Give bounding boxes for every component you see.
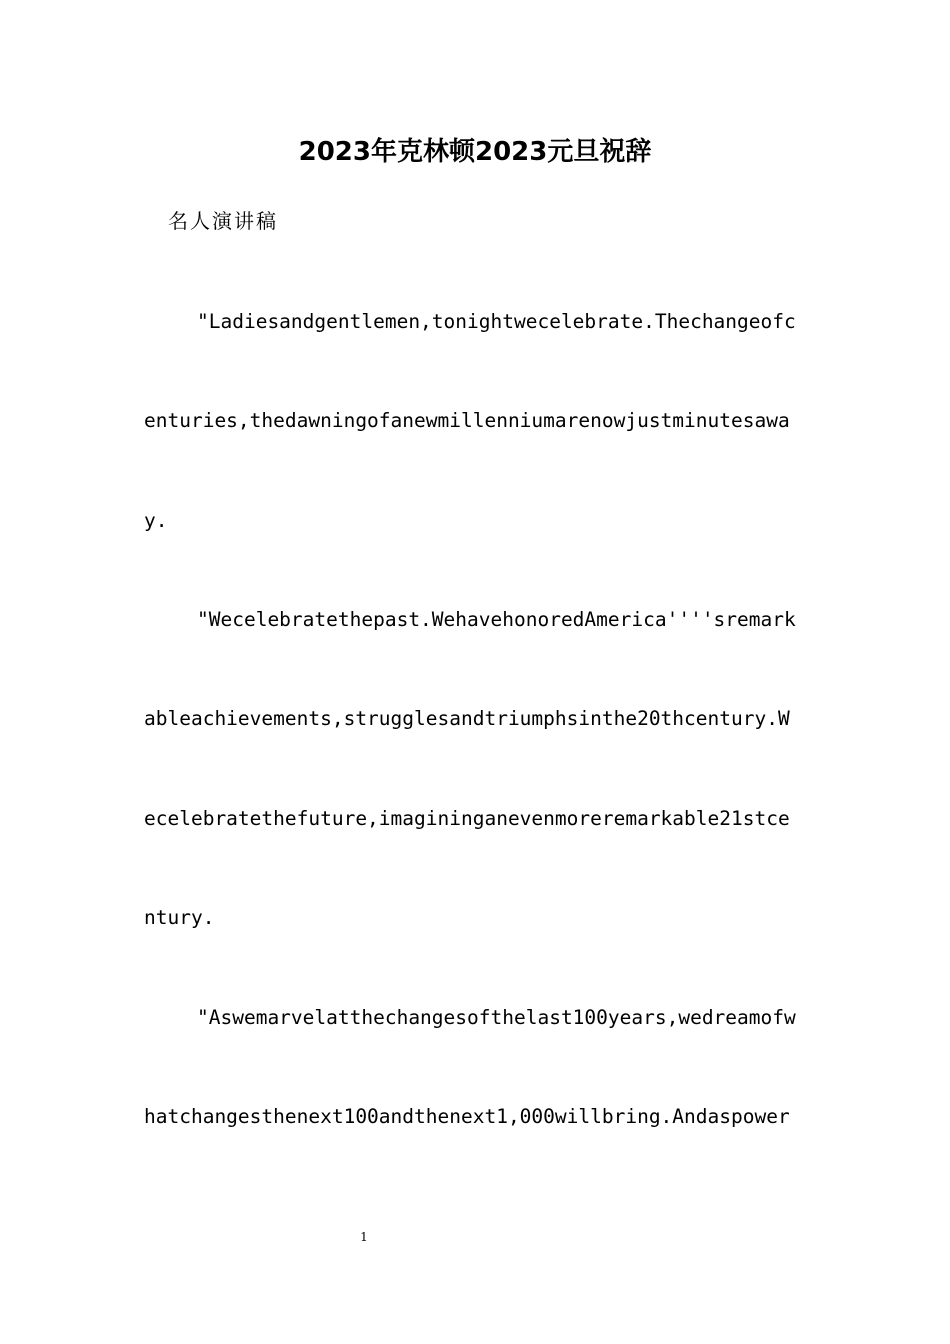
body-line-1: "Ladiesandgentlemen,tonightwecelebrate.Thechangeofc [197,310,796,333]
document-title: 2023年克林顿2023元旦祝辞 [298,137,652,167]
body-line-9: hatchangesthenext100andthenext1,000willbring.Andaspower [144,1105,790,1128]
page-number: 1 [360,1230,368,1244]
body-line-3: y. [144,509,168,532]
body-line-2: enturies,thedawningofanewmillenniumarenowjustminutesawa [144,409,790,432]
body-line-8: "Aswemarvelatthechangesofthelast100years,wedreamofw [197,1006,796,1029]
body-line-6: ecelebratethefuture,imagininganevenmoreremarkable21stce [144,807,790,830]
body-line-4: "Wecelebratethepast.WehavehonoredAmerica''''sremark [197,608,796,631]
body-line-7: ntury. [144,906,215,929]
body-line-5: ableachievements,strugglesandtriumphsinthe20thcentury.W [144,707,790,730]
document-subtitle: 名人演讲稿 [168,209,278,233]
